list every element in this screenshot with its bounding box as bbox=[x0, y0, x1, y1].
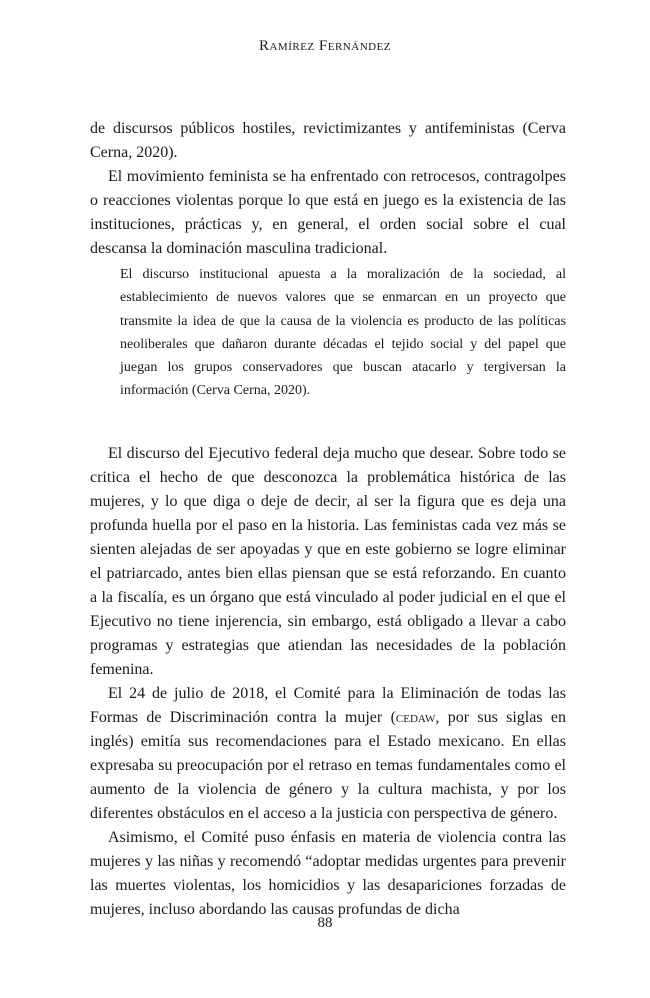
page-number: 88 bbox=[317, 915, 333, 931]
block-quote-text: El discurso institucional apuesta a la moralización de la sociedad, al establecimiento de nuevos valores que se enmarcan en un proyecto que transmite la idea de que la causa de la violencia es producto de las políticas neoliberales que dañaron durante décadas el tejido social y del papel que juegan los grupos conservadores que buscan atacarlo y tergiversan la información (Cerva Cerna, 2020). bbox=[120, 267, 566, 399]
block-quote bbox=[120, 263, 566, 403]
paragraph: El movimiento feminista se ha enfrentado con retrocesos, contragolpes o reacciones violentas porque lo que está en juego es la existencia de las instituciones, prácticas y, en general, el orden social sobre el cual descansa la dominación masculina tradicional. bbox=[90, 168, 566, 257]
paragraph: El discurso del Ejecutivo federal deja mucho que desear. Sobre todo se critica el hecho de que desconozca la problemática histórica de las mujeres, y lo que diga o deje de decir, al ser la figura que es deja una profunda huella por el paso en la historia. Las feministas cada vez más se sienten alejadas de ser apoyadas y que en este gobierno se logre eliminar el patriarcado, antes bien ellas piensan que se está reforzando. En cuanto a la fiscalía, es un órgano que está vinculado al poder judicial en el que el Ejecutivo no tiene injerencia, sin embargo, está obligado a llevar a cabo programas y estrategias que atiendan las necesidades de la población femenina. bbox=[90, 445, 566, 678]
paragraph-text: El 24 de julio de 2018, el Comité para la Eliminación de todas las Formas de Discriminación contra la mujer ( bbox=[90, 685, 566, 726]
paragraph-text: , por sus siglas en inglés) emitía sus recomendaciones para el Estado mexicano. En ellas expresaba su preocupación por el retraso en temas fundamentales como el aumento de la violencia de género y la cultura machista, y por los diferentes obstáculos en el acceso a la justicia con perspectiva de género. bbox=[90, 709, 567, 822]
paragraph: Asimismo, el Comité puso énfasis en materia de violencia contra las mujeres y las niñas y recomendó “adoptar medidas urgentes para prevenir las muertes violentas, los homicidios y las desapariciones forzadas de mujeres, incluso abordando las causas profundas de dicha bbox=[90, 829, 566, 918]
running-head: Ramírez Fernández bbox=[258, 38, 392, 54]
paragraph bbox=[90, 682, 566, 826]
body-text-top bbox=[90, 117, 566, 261]
acronym: cedaw bbox=[395, 709, 436, 726]
paragraph-continued: de discursos públicos hostiles, revictimizantes y antifeministas (Cerva Cerna, 2020). bbox=[90, 120, 566, 161]
body-text-bottom bbox=[90, 442, 566, 922]
